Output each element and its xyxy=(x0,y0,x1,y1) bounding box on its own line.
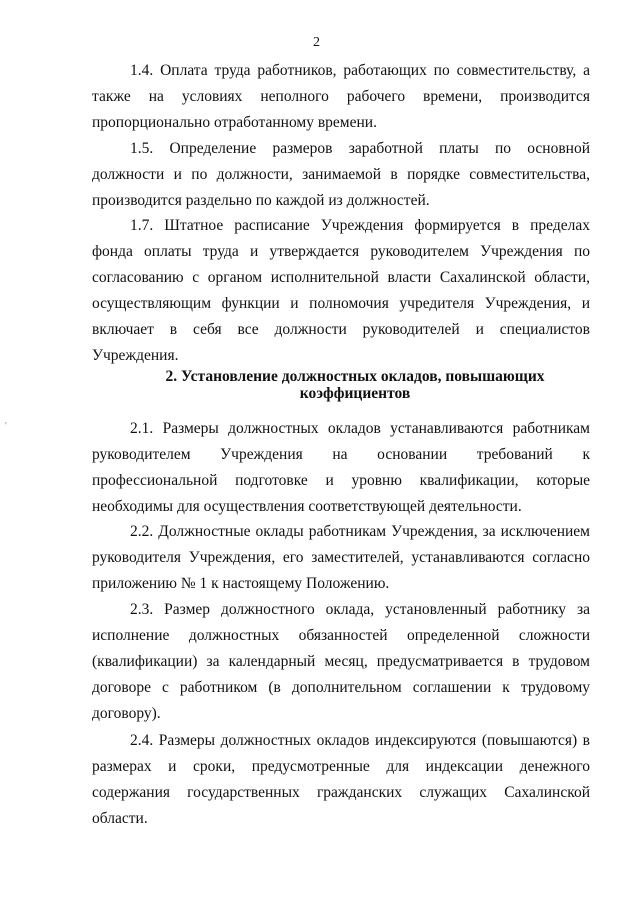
paragraph-1-4: 1.4. Оплата труда работников, работающих по совместительству, а также на условиях неполного рабочего времени, производится пропорционально отработанному времени. xyxy=(92,62,590,131)
paragraph-1-7: 1.7. Штатное расписание Учреждения формируется в пределах фонда оплаты труда и утверждается руководителем Учреждения по согласованию с органом исполнительной власти Сахалинской области, осуществляющим функции и полномочия учредителя Учреждения, и включает в себя все должности руководителей и специалистов Учреждения. xyxy=(92,217,590,364)
paragraph-1-5: 1.5. Определение размеров заработной платы по основной должности и по должности, занимаемой в порядке совместительства, производится раздельно по каждой из должностей. xyxy=(92,140,590,209)
paragraph-2-2: 2.2. Должностные оклады работникам Учреждения, за исключением руководителя Учреждения, его заместителей, устанавливаются согласно приложению № 1 к настоящему Положению. xyxy=(92,523,590,592)
page-number: 2 xyxy=(313,35,320,50)
section-heading: 2. Установление должностных окладов, повышающих коэффициентов xyxy=(165,368,545,402)
paragraph-2-3: 2.3. Размер должностного оклада, установленный работнику за исполнение должностных обязанностей определенной сложности (квалификации) за календарный месяц, предусматривается в трудовом договоре с работником (в дополнительном соглашении к трудовому договору). xyxy=(92,601,590,722)
paragraph-2-4: 2.4. Размеры должностных окладов индексируются (повышаются) в размерах и сроки, предусмотренные для индексации денежного содержания государственных гражданских служащих Сахалинской области. xyxy=(92,732,590,827)
scan-artifact: ' xyxy=(5,421,7,432)
paragraph-2-1: 2.1. Размеры должностных окладов устанавливаются работникам руководителем Учреждения на основании требований к профессиональной подготовке и уровню квалификации, которые необходимы для осуществления соответствующей деятельности. xyxy=(92,420,590,515)
